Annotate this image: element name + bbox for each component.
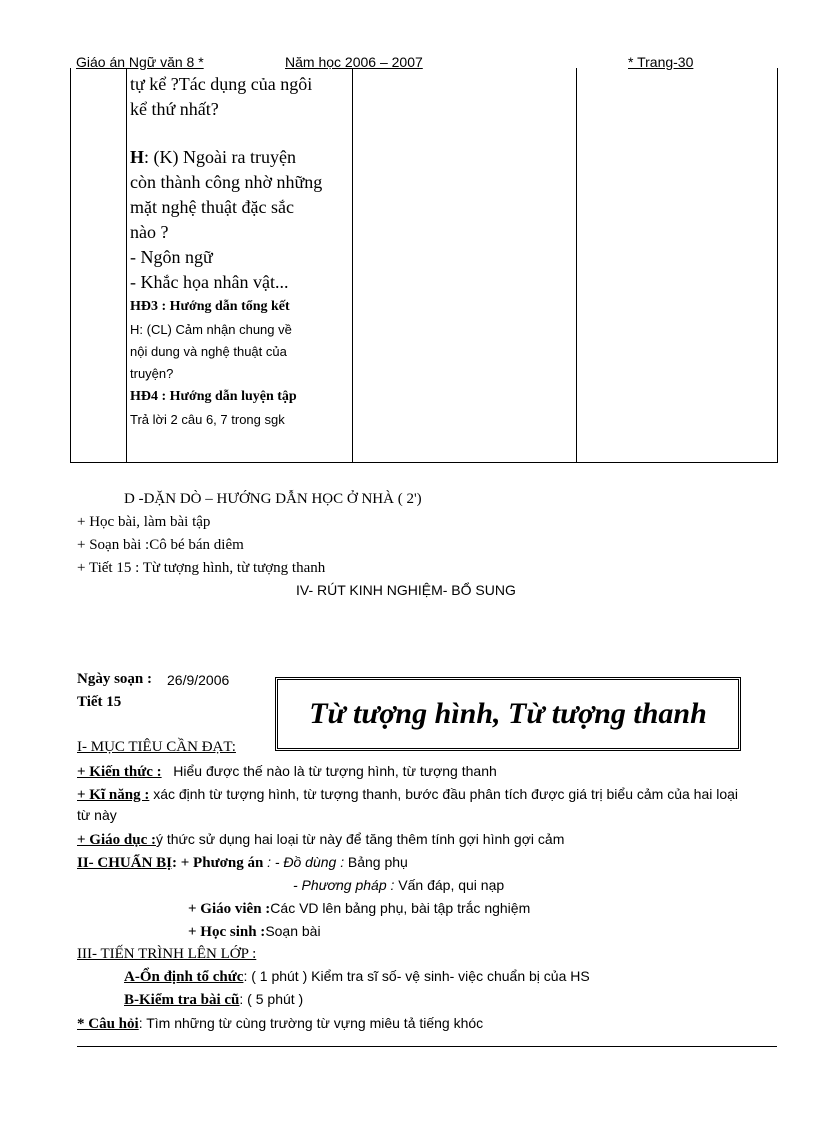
bottom-rule bbox=[77, 1046, 777, 1047]
prep-row: II- CHUẨN BỊ: + Phương án : - Đồ dùng : Bảng phụ bbox=[77, 854, 408, 871]
process-heading: III- TIẾN TRÌNH LÊN LỚP : bbox=[77, 946, 257, 962]
lesson-title: Từ tượng hình, Từ tượng thanh bbox=[309, 697, 707, 730]
cell-line: H: (CL) Cảm nhận chung về bbox=[130, 322, 292, 337]
cell-line: - Khắc họa nhân vật... bbox=[130, 272, 289, 292]
cell-line: Trả lời 2 câu 6, 7 trong sgk bbox=[130, 412, 285, 427]
lesson-table bbox=[70, 68, 778, 463]
homework-item: + Soạn bài :Cô bé bán diêm bbox=[77, 537, 244, 553]
header-right: * Trang-30 bbox=[628, 54, 694, 70]
prep-approach-row: - Phương pháp : Vấn đáp, qui nạp bbox=[293, 877, 505, 893]
cell-line: truyện? bbox=[130, 366, 174, 381]
section-iv-heading: IV- RÚT KINH NGHIỆM- BỔ SUNG bbox=[296, 582, 516, 598]
stabilize-row: A-Ổn định tổ chức: ( 1 phút ) Kiểm tra sĩ số- vệ sinh- việc chuẩn bị của HS bbox=[124, 968, 590, 985]
table-divider bbox=[126, 68, 127, 462]
lesson-title-box bbox=[275, 677, 741, 751]
cell-line: nào ? bbox=[130, 222, 169, 242]
period-label: Tiết 15 bbox=[77, 694, 122, 710]
homework-heading: D -DẶN DÒ – HƯỚNG DẪN HỌC Ở NHÀ ( 2') bbox=[124, 491, 422, 507]
cell-line: - Ngôn ngữ bbox=[130, 247, 213, 267]
header-middle: Năm học 2006 – 2007 bbox=[285, 54, 423, 70]
homework-item: + Học bài, làm bài tập bbox=[77, 514, 211, 530]
cell-line: mặt nghệ thuật đặc sắc bbox=[130, 197, 294, 217]
table-divider bbox=[352, 68, 353, 462]
teacher-row: + Giáo viên :Các VD lên bảng phụ, bài tập trắc nghiệm bbox=[188, 900, 531, 917]
skills-row: + Kĩ năng : xác định từ tượng hình, từ tượng thanh, bước đầu phân tích được giá trị biểu cảm của hai loại bbox=[77, 786, 739, 803]
cell-line: kể thứ nhất? bbox=[130, 99, 219, 119]
hd3-title: HĐ3 : Hướng dẫn tổng kết bbox=[130, 299, 290, 314]
date-value: 26/9/2006 bbox=[167, 672, 230, 688]
skills-row-cont: từ này bbox=[77, 807, 117, 823]
cell-line: nội dung và nghệ thuật của bbox=[130, 344, 287, 359]
objectives-heading: I- MỤC TIÊU CẦN ĐẠT: bbox=[77, 739, 236, 755]
homework-item: + Tiết 15 : Từ tượng hình, từ tượng thanh bbox=[77, 560, 326, 576]
knowledge-row: + Kiến thức : Hiểu được thế nào là từ tượng hình, từ tượng thanh bbox=[77, 763, 497, 780]
hd4-title: HĐ4 : Hướng dẫn luyện tập bbox=[130, 389, 297, 404]
student-row: + Học sinh :Soạn bài bbox=[188, 923, 321, 940]
table-divider bbox=[576, 68, 577, 462]
date-label: Ngày soạn : bbox=[77, 671, 153, 687]
education-row: + Giáo dục :ý thức sử dụng hai loại từ này để tăng thêm tính gợi hình gợi cảm bbox=[77, 831, 565, 848]
cell-line: còn thành công nhờ những bbox=[130, 172, 323, 192]
header-left: Giáo án Ngữ văn 8 * bbox=[76, 54, 204, 70]
cell-line: tự kể ?Tác dụng của ngôi bbox=[130, 74, 313, 94]
check-row: B-Kiểm tra bài cũ: ( 5 phút ) bbox=[124, 991, 304, 1008]
activity-cell bbox=[130, 72, 352, 431]
cell-line: H: (K) Ngoài ra truyện bbox=[130, 147, 296, 167]
question-row: * Câu hỏi: Tìm những từ cùng trường từ vựng miêu tả tiếng khóc bbox=[77, 1015, 484, 1032]
